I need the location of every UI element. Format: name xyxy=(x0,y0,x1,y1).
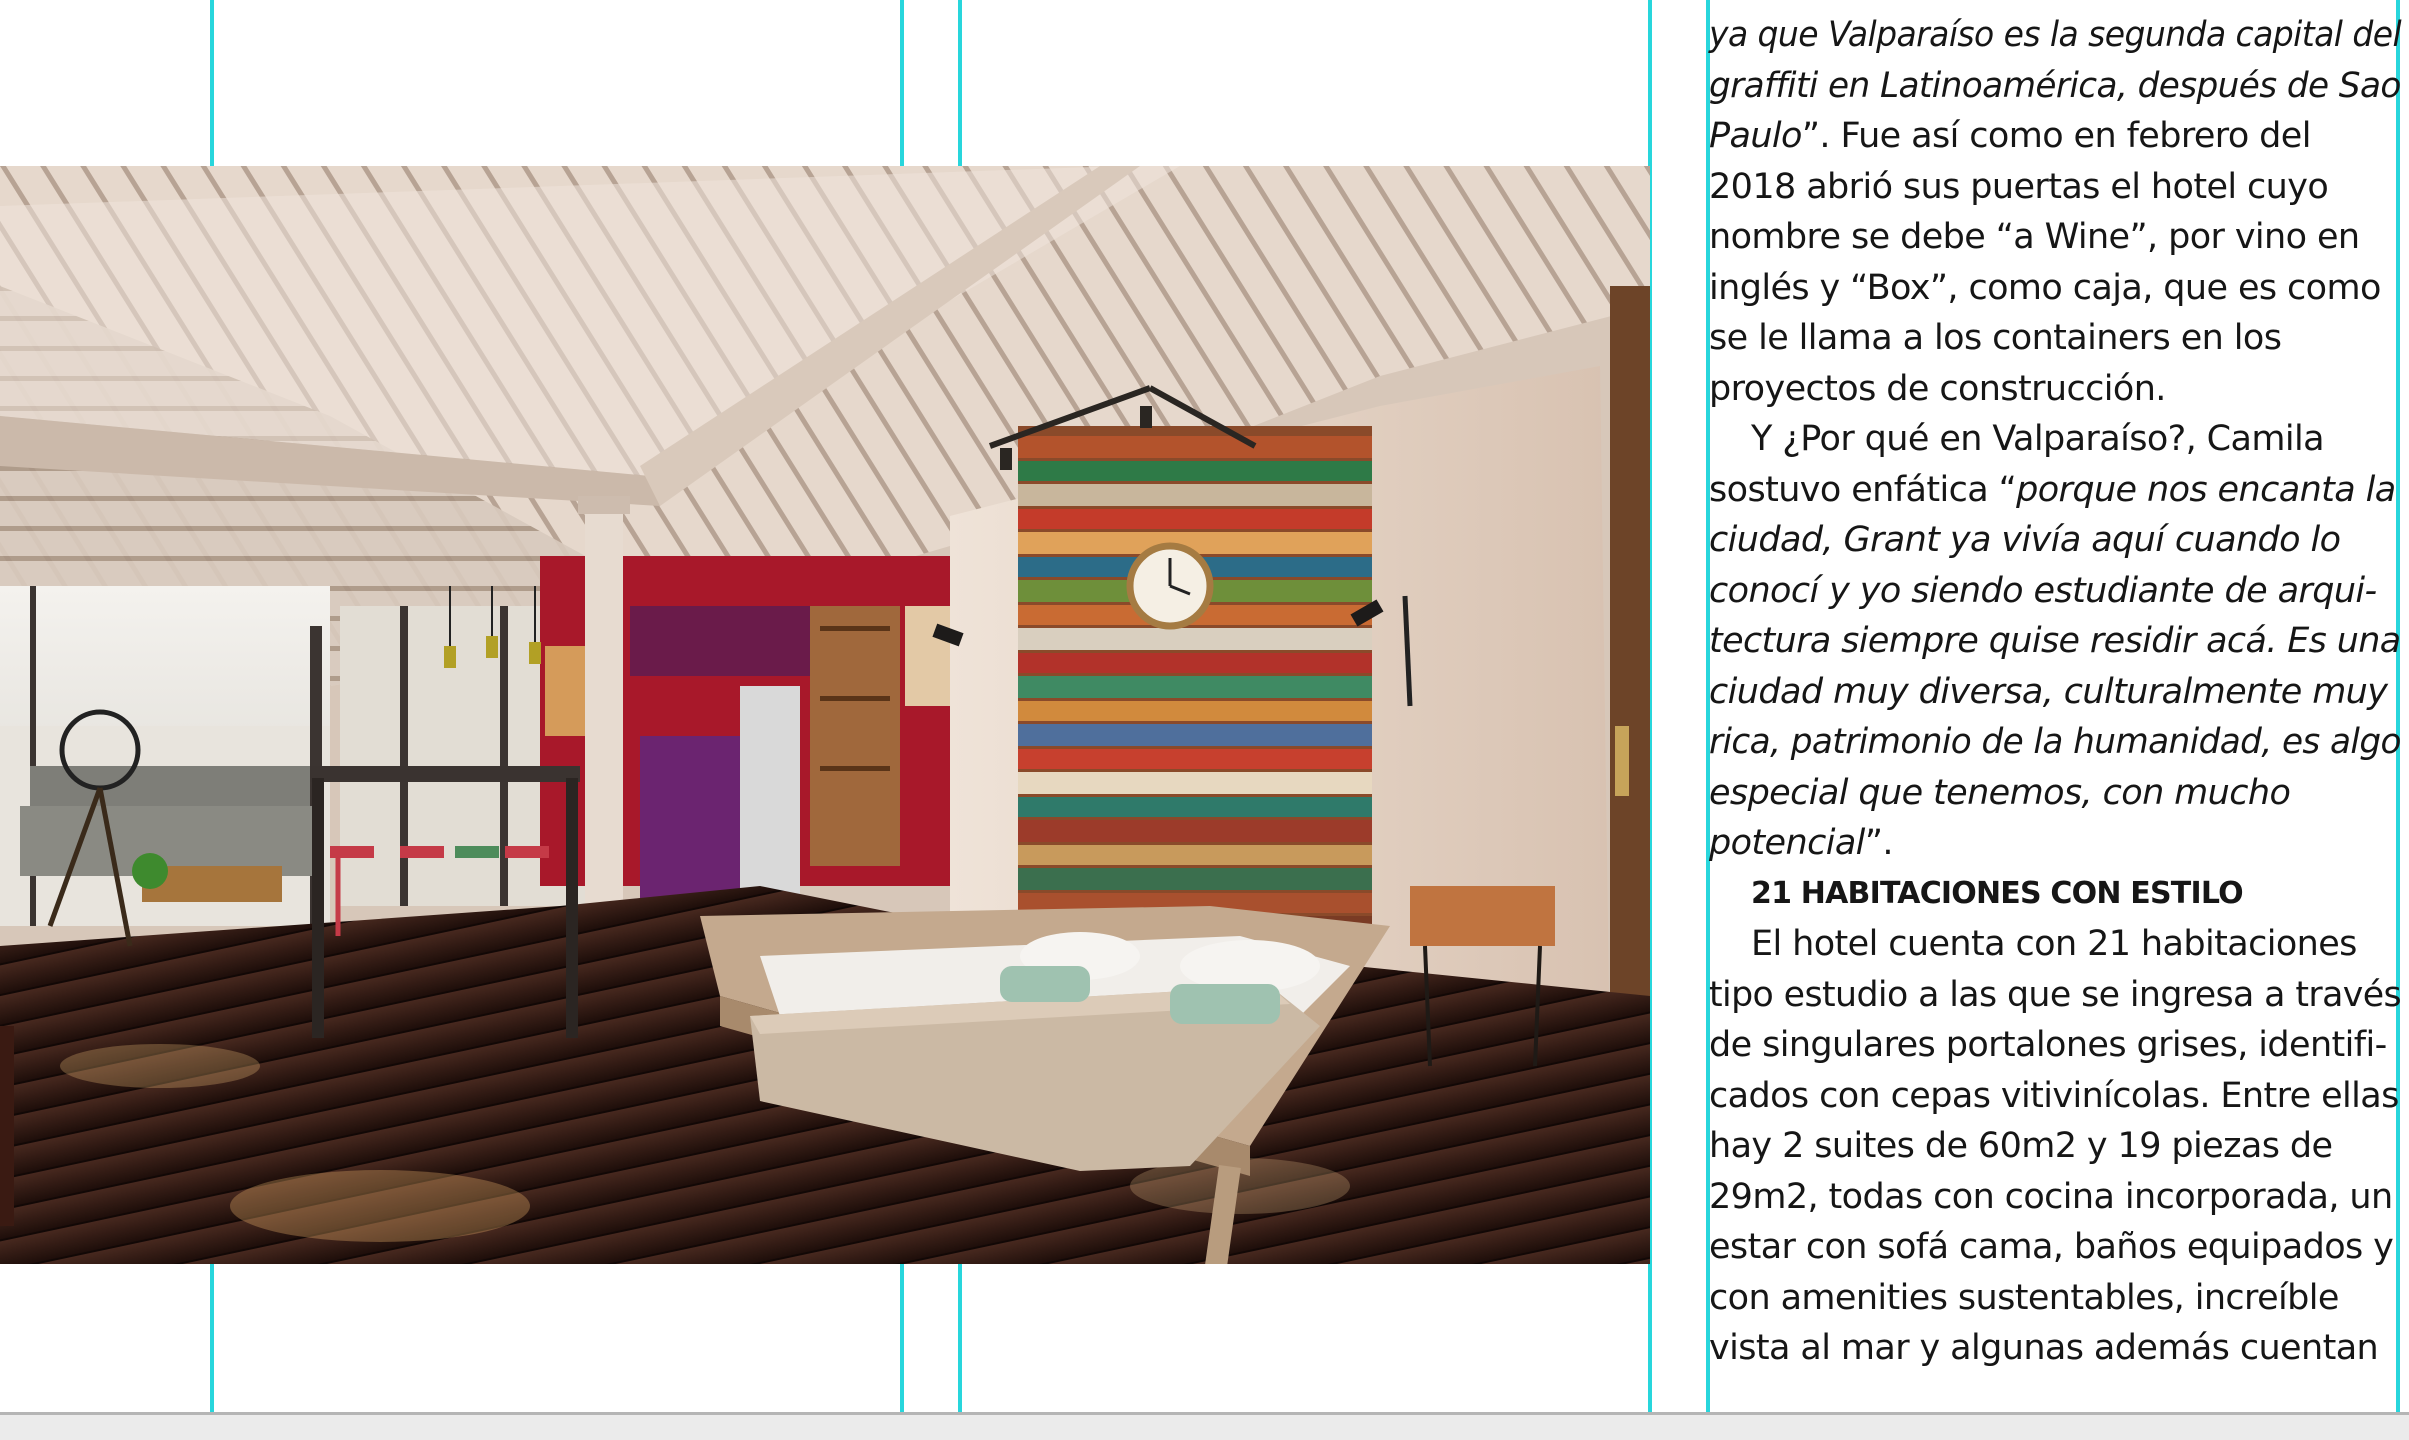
italic-text-run: conocí y yo siendo estudiante de arqui- xyxy=(1709,570,2377,611)
text-run: estar con sofá cama, baños equipados y xyxy=(1709,1227,2394,1267)
text-line xyxy=(1709,919,2401,970)
text-line xyxy=(1709,818,2401,869)
text-line xyxy=(1709,1323,2401,1374)
text-run: nombre se debe “a Wine”, por vino en xyxy=(1709,217,2360,257)
text-run: 29m2, todas con cocina incorporada, un xyxy=(1709,1176,2393,1217)
text-run: hay 2 suites de 60m2 y 19 piezas de xyxy=(1709,1126,2333,1166)
text-run: Y ¿Por qué en Valparaíso?, Camila xyxy=(1751,419,2324,459)
text-line xyxy=(1709,162,2401,213)
text-line xyxy=(1709,1121,2401,1172)
italic-text-run: ya que Valparaíso es la segunda capital del xyxy=(1709,15,2402,55)
headboard-planks xyxy=(1018,426,1372,946)
text-run: vista al mar y algunas además cuentan xyxy=(1709,1328,2379,1368)
text-line xyxy=(1709,212,2401,263)
text-run: ”. xyxy=(1864,823,1893,863)
text-line xyxy=(1709,1071,2401,1122)
italic-text-run: especial que tenemos, con mucho xyxy=(1709,772,2291,813)
italic-text-run: Paulo xyxy=(1709,116,1802,156)
section-heading xyxy=(1709,869,2401,920)
text-line xyxy=(1709,465,2401,516)
italic-text-run: graffiti en Latinoamérica, después de Sao xyxy=(1709,65,2401,106)
italic-text-run: ciudad muy diversa, culturalmente muy xyxy=(1709,671,2388,712)
text-line xyxy=(1709,1172,2401,1223)
hotel-room-photo xyxy=(0,166,1650,1264)
text-run: se le llama a los containers en los xyxy=(1709,318,2282,358)
text-run: tipo estudio a las que se ingresa a través xyxy=(1709,974,2402,1015)
article-text-column xyxy=(1709,10,2401,1374)
text-run: proyectos de construcción. xyxy=(1709,368,2166,409)
text-run: ”. Fue así como en febrero del xyxy=(1801,116,2311,156)
text-line xyxy=(1709,1273,2401,1324)
text-line xyxy=(1709,768,2401,819)
italic-text-run: tectura siempre quise residir acá. Es una xyxy=(1709,621,2401,661)
text-run: sostuvo enfática “ xyxy=(1709,469,2017,510)
italic-text-run: ciudad, Grant ya vivía aquí cuando lo xyxy=(1709,520,2341,560)
text-line xyxy=(1709,1020,2401,1071)
text-line xyxy=(1709,263,2401,314)
text-run: inglés y “Box”, como caja, que es como xyxy=(1709,267,2381,308)
text-line xyxy=(1709,61,2401,112)
text-line xyxy=(1709,667,2401,718)
text-line xyxy=(1709,414,2401,465)
text-run: de singulares portalones grises, identifi- xyxy=(1709,1025,2387,1065)
text-line xyxy=(1709,717,2401,768)
italic-text-run: potencial xyxy=(1709,823,1865,863)
page-bottom-edge xyxy=(0,1412,2409,1440)
text-run: cados con cepas vitivinícolas. Entre ellas xyxy=(1709,1075,2399,1116)
text-line xyxy=(1709,313,2401,364)
text-line xyxy=(1709,1222,2401,1273)
text-line xyxy=(1709,616,2399,667)
text-run: 21 HABITACIONES CON ESTILO xyxy=(1751,875,2243,911)
text-line xyxy=(1709,515,2401,566)
text-line xyxy=(1709,364,2401,415)
text-line xyxy=(1709,10,2402,61)
text-run: con amenities sustentables, increíble xyxy=(1709,1277,2339,1318)
italic-text-run: porque nos encanta la xyxy=(2016,469,2396,510)
italic-text-run: rica, patrimonio de la humanidad, es algo xyxy=(1709,722,2401,762)
text-line xyxy=(1709,970,2402,1021)
text-run: 2018 abrió sus puertas el hotel cuyo xyxy=(1709,166,2329,207)
text-run: El hotel cuenta con 21 habitaciones xyxy=(1751,924,2357,964)
text-line xyxy=(1709,566,2401,617)
text-line xyxy=(1709,111,2401,162)
